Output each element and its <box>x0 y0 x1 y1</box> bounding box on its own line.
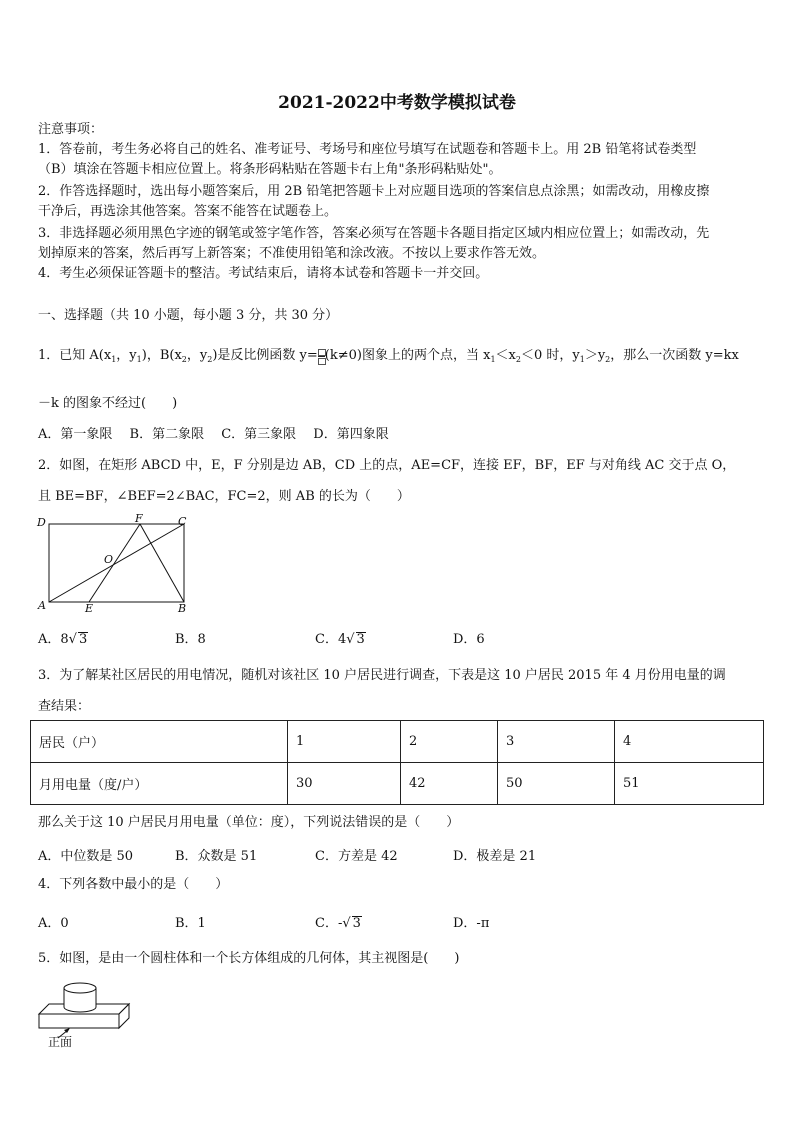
table-cell: 居民（户） <box>31 721 288 763</box>
q1-text: 1．已知 A(x <box>38 348 112 363</box>
subscript: 1 <box>111 355 117 364</box>
label-a: A <box>38 599 46 612</box>
subscript: 1 <box>490 355 496 364</box>
question-1-line1 <box>38 346 739 367</box>
subscript: 2 <box>605 355 611 364</box>
table-row <box>31 763 764 805</box>
q1-text: ，y <box>186 348 208 363</box>
q1-text: ，那么一次函数 y=kx <box>610 348 739 363</box>
table-cell: 3 <box>498 721 615 763</box>
subscript: 1 <box>579 355 585 364</box>
label-e: E <box>85 602 94 615</box>
table-cell: 50 <box>498 763 615 805</box>
question-5-stem: 5．如图，是由一个圆柱体和一个长方体组成的几何体，其主视图是( ) <box>38 951 460 966</box>
q3-option-b: B．众数是 51 <box>175 849 258 864</box>
segment-ef <box>89 524 140 602</box>
cuboid-front <box>39 1014 119 1028</box>
sqrt-icon: √ <box>342 916 351 931</box>
segment-bf <box>140 524 184 602</box>
label-f: F <box>135 512 143 525</box>
question-3-question: 那么关于这 10 户居民月用电量（单位：度），下列说法错误的是（ ） <box>38 815 460 830</box>
question-1-line2: －k 的图象不经过( ) <box>38 396 178 411</box>
notice-line: 1．答卷前，考生务必将自己的姓名、准考证号、考场号和座位号填写在试题卷和答题卡上。用 2B 铅笔将试卷类型 <box>38 142 697 157</box>
table-cell: 30 <box>288 763 401 805</box>
q2-option-c <box>315 628 366 647</box>
q4-option-c <box>315 912 362 931</box>
front-view-label: 正面 <box>48 1035 73 1049</box>
diagonal-ac <box>49 524 184 602</box>
q4-option-b: B．1 <box>175 916 206 931</box>
notice-line: 干净后，再选涂其他答案。答案不能答在试题卷上。 <box>38 204 338 219</box>
solid-figure <box>36 978 136 1056</box>
subscript: 2 <box>207 355 213 364</box>
rectangle-figure <box>34 512 194 620</box>
sqrt-icon: √ <box>68 632 77 647</box>
q2-option-b: B．8 <box>175 632 206 647</box>
q1-text: ，y <box>116 348 137 363</box>
label-d: D <box>37 516 46 529</box>
question-4-stem: 4．下列各数中最小的是（ ） <box>38 877 229 892</box>
rectangle-diagram <box>34 512 194 616</box>
sqrt-icon: √ <box>346 632 355 647</box>
q3-option-d: D．极差是 21 <box>453 849 537 864</box>
label-b: B <box>178 602 187 615</box>
notice-line: （B）填涂在答题卡相应位置上。将条形码粘贴在答题卡右上角"条形码粘贴处"。 <box>38 162 502 177</box>
option-text: C．- <box>315 916 343 931</box>
label-o: O <box>104 553 114 566</box>
q1-text: ＜x <box>495 348 516 363</box>
question-1-options: A．第一象限 B．第二象限 C．第三象限 D．第四象限 <box>38 427 389 442</box>
q4-option-a: A．0 <box>38 916 69 931</box>
table-cell: 1 <box>288 721 401 763</box>
notice-line: 划掉原来的答案，然后再写上新答案；不准使用铅笔和涂改液。不按以上要求作答无效。 <box>38 246 546 261</box>
section-heading: 一、选择题（共 10 小题，每小题 3 分，共 30 分） <box>38 308 339 323</box>
subscript: 1 <box>136 355 142 364</box>
subscript: 2 <box>181 355 187 364</box>
table-cell: 4 <box>615 721 764 763</box>
radicand: 3 <box>352 916 361 931</box>
q1-text: )，B(x <box>141 348 182 363</box>
option-text: C．4 <box>315 632 347 647</box>
notice-line: 4．考生必须保证答题卡的整洁。考试结束后，请将本试卷和答题卡一并交回。 <box>38 266 489 281</box>
question-3-line1: 3．为了解某社区居民的用电情况，随机对该社区 10 户居民进行调查，下表是这 10 户居民 2015 年 4 月份用电量的调 <box>38 668 726 683</box>
q1-text: ＞y <box>584 348 606 363</box>
notice-line: 2．作答选择题时，选出每小题答案后，用 2B 铅笔把答题卡上对应题目选项的答案信息点涂黑；如需改动，用橡皮擦 <box>38 184 710 199</box>
q2-option-d: D．6 <box>453 632 485 647</box>
question-2-line1: 2．如图，在矩形 ABCD 中，E，F 分别是边 AB，CD 上的点，AE=CF，连接 EF，BF，EF 与对角线 AC 交于点 O， <box>38 458 736 473</box>
cylinder-top <box>64 983 96 993</box>
q1-text: )是反比例函数 y= <box>212 348 318 363</box>
table-cell: 月用电量（度/户） <box>31 763 288 805</box>
question-3-line2: 查结果： <box>38 699 91 714</box>
q3-option-a: A．中位数是 50 <box>38 849 134 864</box>
notice-heading: 注意事项： <box>38 122 104 137</box>
table-cell: 42 <box>401 763 498 805</box>
table-cell: 2 <box>401 721 498 763</box>
fraction-icon <box>318 348 325 364</box>
q3-option-c: C．方差是 42 <box>315 849 398 864</box>
notice-line: 3．非选择题必须用黑色字迹的钢笔或签字笔作答，答案必须写在答题卡各题目指定区域内相应位置上；如需改动，先 <box>38 226 710 241</box>
q1-text: (k≠0)图象上的两个点，当 x <box>324 348 491 363</box>
subscript: 2 <box>515 355 521 364</box>
page-title: 2021-2022中考数学模拟试卷 <box>278 93 516 113</box>
table-row <box>31 721 764 763</box>
label-c: C <box>178 515 187 528</box>
radicand: 3 <box>356 632 365 647</box>
table-cell: 51 <box>615 763 764 805</box>
radicand: 3 <box>78 632 88 647</box>
q4-option-d: D．-π <box>453 916 490 931</box>
electricity-table <box>30 720 764 805</box>
q2-option-a <box>38 628 88 647</box>
option-text: A．8 <box>38 632 69 647</box>
q1-text: ＜0 时，y <box>520 348 580 363</box>
question-2-line2: 且 BE=BF，∠BEF=2∠BAC，FC=2，则 AB 的长为（ ） <box>38 489 410 504</box>
